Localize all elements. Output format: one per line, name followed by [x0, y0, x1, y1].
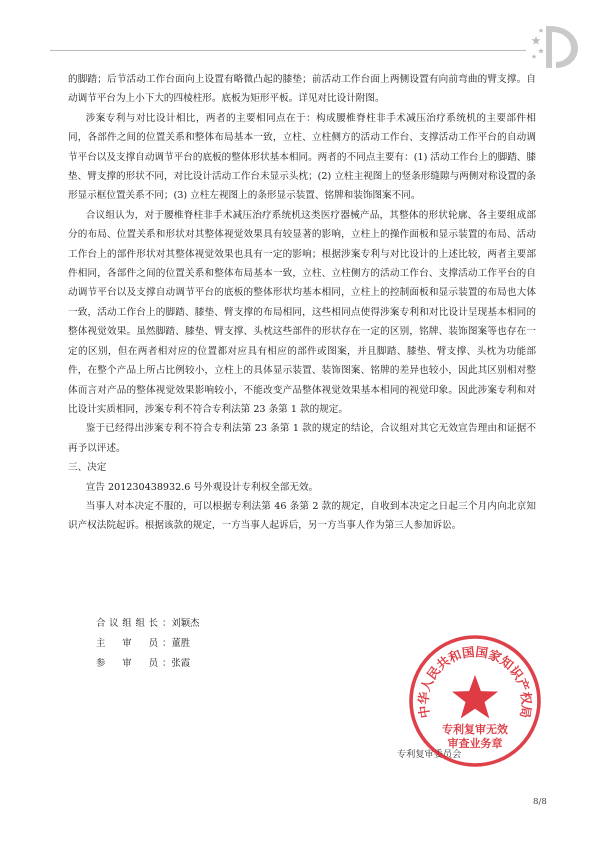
section-title-decision: 三、决定 — [68, 462, 107, 474]
official-seal-icon — [407, 633, 543, 769]
signature-name: 董胜 — [171, 638, 191, 649]
paragraph-comparison: 涉案专利与对比设计相比，两者的主要相同点在于：构成腰椎脊柱非手术减压治疗系统机的主要部件相同，各部件之间的位置关系和整体布局基本一致，立柱、立柱侧方的活动工作台、支撑活动工作平台的自动调节平台以及支撑自动调节平台的底板的整体形状基本相同。两者的不同点主要有：(1) 活动工作台上的脚踏、膝垫、臂支撑的形状不同，对比设计活动工作台未显示头枕；(2) 立柱主视图上的竖条形缝隙与两侧对称设置的条形显示框位置关系不同；(3) 立柱左视图上的条形显示装置、铭牌和装饰图案不同。 — [68, 112, 536, 202]
signature-colon: ： — [162, 618, 172, 629]
signature-name: 刘颖杰 — [171, 618, 200, 629]
issuing-board-name: 专利复审委员会 — [397, 749, 462, 760]
signature-row — [96, 634, 200, 654]
signature-name: 张霞 — [171, 658, 191, 669]
paragraph-panel-opinion: 合议组认为，对于腰椎脊柱非手术减压治疗系统机这类医疗器械产品，其整体的形状轮廓、各主要组成部分的布局、位置关系和形状对其整体视觉效果具有较显著的影响，立柱上的操作面板和显示装置的布局、活动工作台上的部件形状对其整体视觉效果也具有一定的影响；根据涉案专利与对比设计的上述比较，两者主要部件相同，各部件之间的位置关系和整体布局基本一致，立柱、立柱侧方的活动工作台、支撑活动工作平台的自动调节平台以及支撑自动调节平台的底板的整体形状均基本相同，立柱上的控制面板和显示装置的布局也大体一致，活动工作台上的脚踏、膝垫、臂支撑的布局相同，这些相同点使得涉案专利和对比设计呈现基本相同的整体视觉效果。虽然脚踏、膝垫、臂支撑、头枕这些部件的形状存在一定的区别，铭牌、装饰图案等也存在一定的区别，但在两者相对应的位置都对应具有相应的部件或图案，并且脚踏、膝垫、臂支撑、头枕为功能部件，在整个产品上所占比例较小，立柱上的具体显示装置、装饰图案、铭牌的差异也较小，因此其区别相对整体而言对产品的整体视觉效果影响较小，不能改变产品整体视觉效果基本相同的视觉印象。因此涉案专利和对比设计实质相同，涉案专利不符合专利法第 23 条第 1 款的规定。 — [68, 209, 536, 415]
header-rule — [50, 50, 526, 51]
paragraph-decision: 宣告 201230438932.6 号外观设计专利权全部无效。 — [85, 481, 319, 493]
page-number: 8/8 — [533, 797, 547, 807]
signature-colon: ： — [162, 658, 172, 669]
paragraph-appeal-notice: 当事人对本决定不服的，可以根据专利法第 46 条第 2 款的规定，自收到本决定之日起三个月内向北京知识产权法院起诉。根据该款的规定，一方当事人起诉后，另一方当事人作为第三人参加诉讼。 — [68, 500, 536, 532]
signature-label: 参审员 — [96, 658, 158, 669]
seal-inner-text-1: 专利复审无效 — [442, 723, 508, 736]
paragraph-continuation: 的脚踏；后节活动工作台面向上设置有略微凸起的膝垫；前活动工作台面上两侧设置有向前弯曲的臂支撑。自动调节平台为上小下大的四棱柱形。底板为矩形平板。详见对比设计附图。 — [68, 74, 536, 105]
seal-inner-text-2: 审查业务章 — [447, 737, 503, 750]
document-body — [68, 70, 536, 536]
signature-label: 主审员 — [96, 638, 158, 649]
paragraph-conclusion: 鉴于已经得出涉案专利不符合专利法第 23 条第 1 款的规定的结论，合议组对其它无效宣告理由和证据不再予以评述。 — [68, 423, 536, 454]
signature-row — [96, 614, 200, 634]
seal-outer-text: 中华人民共和国国家知识产权局 — [415, 644, 535, 720]
signature-row — [96, 654, 200, 674]
signature-colon: ： — [162, 638, 172, 649]
signature-block — [96, 614, 200, 674]
cnipa-logo-icon — [528, 18, 584, 74]
signature-label: 合议组组长 — [96, 618, 158, 629]
